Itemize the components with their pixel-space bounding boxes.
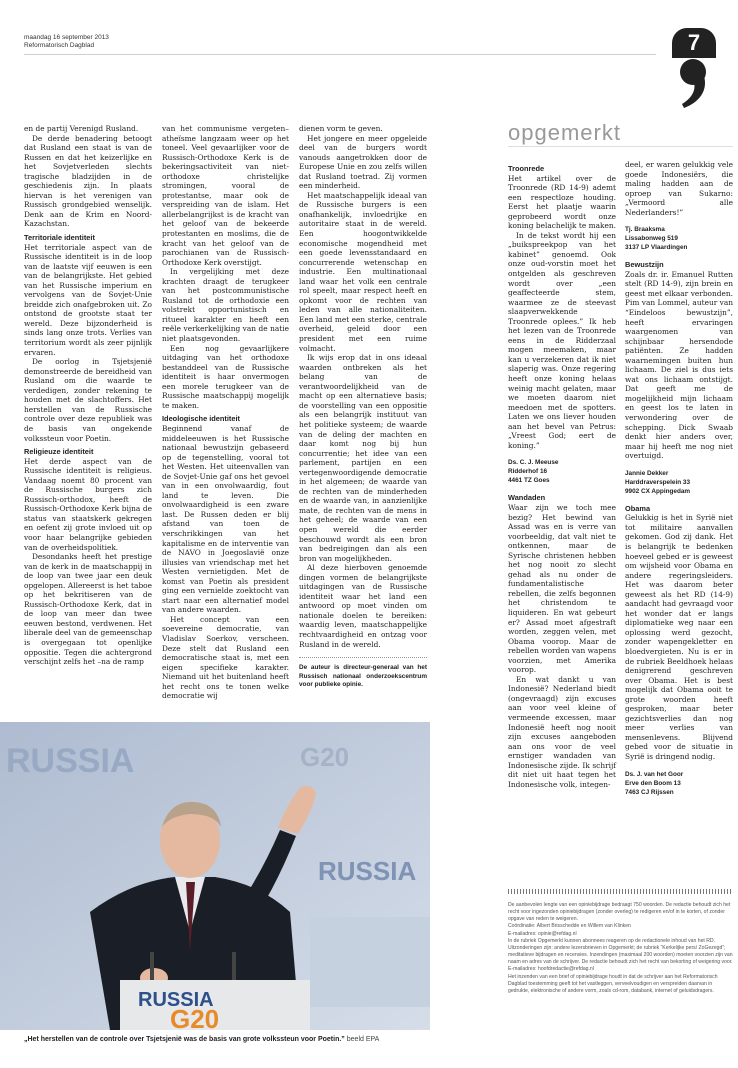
signature-street: Erve den Boom 13 <box>625 779 681 787</box>
subheading: Religieuze identiteit <box>24 447 94 457</box>
letter-heading: Wandaden <box>508 493 546 503</box>
signature-city: 3137 LP Vlaardingen <box>625 244 688 252</box>
backdrop-russia-text: RUSSIA <box>6 742 135 780</box>
paragraph: Zoals dr. ir. Emanuel Rutten stelt (RD 14-9), zijn brein en geest met elkaar verbonden. Pim van Lommel, auteur van “Eindeloos bewustzijn”, heeft ervaringen waargenomen van schijnbaar hersendode patiënten. Ze hadden waarnemingen buiten hun lichaam. De ziel is dus iets wat ons lichaam ontstijgt. Dat geeft me de mogelijkheid mijn lichaam en geest los te laten in verwondering over de schepping. Dick Swaab denkt hier anders over, maar hij heeft me nog niet overtuigd. <box>625 269 733 461</box>
letter-signature <box>625 770 733 797</box>
page-header <box>24 34 109 50</box>
letter-heading: Obama <box>625 503 651 513</box>
paragraph: Het territoriale aspect van de Russische identiteit is in de loop van de laatste vijf eeuwen is een van de belangrijkste. Het gebied van het Russische imperium en vervolgens van de Sovjet-Unie breidde zich onafgebroken uit. Zo ontstond de grootste staat ter wereld. Deze bijzonderheid is sinds lang onze trots. Verlies van territorium wordt als zeer pijnlijk ervaren. <box>24 242 152 357</box>
author-note: De auteur is directeur-generaal van het Russisch nationaal onderzoekscentrum voor publieke opinie. <box>299 657 427 690</box>
paragraph: Al deze hierboven genoemde dingen vormen de belangrijkste uitdagingen van de Russische identiteit waar het land een antwoord op moet vinden om nationale doelen te bereiken: waardig leven, maatschappelijke rechtvaardigheid en ontzag voor Rusland in de wereld. <box>299 563 427 649</box>
signature-street: Ridderhof 16 <box>508 468 548 476</box>
article-column-3 <box>299 124 427 690</box>
fineprint-text: Het inzenden van een brief of opiniebijdrage houdt in dat de schrijver aan het Reformatorisch Dagblad toestemming geeft tot het vastleggen, verveelvoudigen en verspreiden daarvan in gedrukte, elektronische of andere vorm, zoals cd-rom, databank, internet of geluidsdragers. <box>508 973 718 994</box>
paragraph: Het derde aspect van de Russische identiteit is religieus. Vandaag noemt 80 procent van de Russische burgers zich Russisch-orthodox, heeft de Russisch-Orthodoxe Kerk bijna de status van staatskerk gekregen en oefent zij grote invloed uit op voor haar belangrijke gebieden van de overheidspolitiek. <box>24 456 152 552</box>
caption-text: „Het herstellen van de controle over Tsjetsjenië was de basis van grote volkssteun voor Poetin.” <box>24 1036 345 1043</box>
fineprint-box <box>508 902 733 995</box>
fineprint-text: De aanbevolen lengte van een opiniebijdrage bedraagt 750 woorden. De redactie behoudt zich het recht voor ingezonden opiniebijdragen (zonder overleg) te redigeren en/of in te korten, of zonder opgave van reden te weigeren. <box>508 902 731 923</box>
header-paper: Reformatorisch Dagblad <box>24 42 95 49</box>
paragraph: In de tekst wordt hij een „buikspreekpop van het kabinet” genoemd. Ook onze oud-vorstin moet het ontgelden als geschreven wordt over „een geaffecteerde stem, waarmee ze de steevast slaapverwekkende Troonrede oplees.” Ik heb het lezen van de Troonrede eens in de Ridderzaal mogen meemaken, maar kan u verzekeren dat ik niet slaperig was. Onze regering heeft onze koning helaas weinig macht gelaten, maar we moeten daarom niet meedoen met de spotters. Laten we ons liever houden aan het bevel van Petrus: „Vreest God; eert de koning.” <box>508 230 616 450</box>
signature-name: Ds. C. J. Meeuse <box>508 459 559 467</box>
putin-g20-photo <box>0 722 430 1030</box>
article-column-2 <box>162 124 289 701</box>
paragraph: Ik wijs erop dat in ons ideaal waarden ontbreken als het belang van de verantwoordelijkheid van de macht op een alternatieve basis; de voorstelling van een oppositie als een belangrijk instituut van het politieke systeem; de waarde van de deling der machten en daar komt nog bij hun concurrentie; het idee van een parlement, partijen en een vertegenwoordigende democratie in het algemeen; de waarde van de rechten van de minderheden en de waarde van, in aanzienlijke mate, de rechten van de mens in het geheel; de waarde van een open wereld die eerder beschouwd wordt als een bron van bedreigingen dan als een bron van mogelijkheden. <box>299 353 427 563</box>
letters-column-1 <box>508 160 616 789</box>
letter-signature <box>625 469 733 496</box>
paragraph: deel, er waren gelukkig vele goede Indonesiërs, die maling hadden aan de oproep van Sukarno: „Vermoord alle Nederlanders!” <box>625 160 733 217</box>
photo-caption <box>24 1036 430 1043</box>
letters-column-2 <box>625 160 733 797</box>
paragraph: Het jongere en meer opgeleide deel van de burgers wordt vanouds aangetrokken door de Europese Unie en zou zelfs willen dat Rusland toetrad. Zij vormen een minderheid. <box>299 133 427 191</box>
signature-street: Lissabonweg 519 <box>625 235 678 243</box>
paragraph: De oorlog in Tsjetsjenië demonstreerde de bereidheid van Rusland om die waarde te verdedigen, zonder rekening te houden met de slachtoffers. Het herstellen van de Russische controle over deze republiek was de basis van ongekende volkssteun voor Poetin. <box>24 357 152 443</box>
photo-credit: beeld EPA <box>346 1036 380 1043</box>
podium-g20-text: G20 <box>170 1004 220 1030</box>
paragraph: Beginnend vanaf de middeleeuwen is het Russische nationaal bewustzijn gebaseerd op de tegenstelling, vooral tot het Westen. Het uiteenvallen van de Sovjet-Unie gaf ons het gevoel van in een onvolwaardig, fout land te leven. Die onvolwaardigheid is een zware last. De Russen deden er blij afstand van toen de verschrikkingen van het kapitalisme en de interventie van de NAVO in Joegoslavië onze illusies van vriendschap met het Westen vernietigden. Met de komst van Poetin als president ging een vernielde zoektocht van start naar een alternatief model van andere waarden. <box>162 423 289 615</box>
paragraph: dienen vorm te geven. <box>299 124 383 133</box>
news-photo <box>0 722 430 1030</box>
paragraph: Gelukkig is het in Syrië niet tot militaire aanvallen gekomen. God zij dank. Het is belangrijk te bedenken hoeveel gebed er is geweest om wijsheid voor Obama en andere regeringsleiders. Het was daarom beter geweest als het RD (14-9) aandacht had gevraagd voor het wonder dat er langs diplomatieke weg naar een oplossing werd gezocht, zonder wapengekletter en bloedvergieten. Nu is er in de rubriek Beeldhoek helaas denigrerend geschreven over Obama. Het is best mogelijk dat Obama ooit te grote woorden heeft gesproken, maar beter gezichtsverlies dan nog meer verlies van mensenlevens. Blijvend gebed voor de situatie in Syrië is dringend nodig. <box>625 513 733 761</box>
paragraph: Desondanks heeft het prestige van de kerk in de maatschappij in de loop van twee jaar een deuk opgelopen. Allereerst is het taboe op het bekritiseren van de Russisch-Orthodoxe Kerk, dat in de loop van meer dan twee eeuwen bestond, verdwenen. Het liberale deel van de gemeenschap is overgegaan tot openlijke oppositie. Tegen die achtergrond verschijnt zelfs het –na de ramp <box>24 552 152 667</box>
fineprint-email: E-mailadres: hoofdredactie@refdag.nl <box>508 966 594 973</box>
fineprint-email: E-mailadres: opinie@refdag.nl <box>508 930 577 937</box>
paragraph: En wat dankt u van Indonesië? Nederland biedt (ongevraagd) zijn excuses aan voor veel kleine of vermeende excessen, maar Indonesië heeft nog nooit zijn excuses aangeboden aan ons voor de veel ernstiger wandaden van Indonesische zijde. Ik schrijf dit niet uit haat tegen het Indonesische volk, integen- <box>508 674 616 789</box>
paragraph: van het communisme vergeten– atheïsme langzaam weer op het toneel. Veel gevaarlijker voor de Russisch-Orthodoxe Kerk is de bekeringsactiviteit van niet-orthodoxe christelijke stromingen, vooral de protestantse, maar ook de verspreiding van de islam. Het allerbelangrijkst is de kracht van het geloof van de bekeerde protestanten en moslims, die de kracht van het geloof van de parochianen van de Russisch-Orthodoxe Kerk overstijgt. <box>162 124 289 267</box>
article-column-1 <box>24 124 152 667</box>
letter-heading: Troonrede <box>508 164 545 173</box>
signature-city: 9902 CX Appingedam <box>625 487 691 495</box>
page-number: 7 <box>672 28 716 58</box>
paragraph: In vergelijking met deze krachten draagt de terugkeer van het postcommunistische Rusland tot de orthodoxie een volstrekt opportunistisch en ritueel karakter en heeft een reële verkerkelijking van de natie niet plaatsgevonden. <box>162 267 289 344</box>
subheading: Territoriale identiteit <box>24 233 95 243</box>
section-title: opgemerkt <box>508 120 621 145</box>
paragraph: en de partij Verenigd Rusland. <box>24 124 139 133</box>
signature-name: Jannie Dekker <box>625 469 669 477</box>
letter-signature <box>625 225 733 252</box>
letter-heading: Bewustzijn <box>625 260 664 270</box>
section-rule <box>508 146 733 147</box>
signature-city: 4461 TZ Goes <box>508 477 550 485</box>
signature-name: Tj. Braaksma <box>625 226 665 234</box>
signature-street: Harddraverspelein 33 <box>625 478 691 486</box>
fineprint-text: In de rubriek Opgemerkt kunnen abonnees reageren op de redactionele inhoud van het RD. Uitzonderingen zijn: andere lezersbrieven in Opgemerkt; de rubriek “Kerkelijke pers/ ZoGezegd”; meditatieve bijdragen en recensies. Inzendingen (maximaal 200 woorden) moeten voorzien zijn van naam en adres van de schrijver. De redactie behoudt zich het recht van bekorting of weigering voor. <box>508 937 733 966</box>
comma-logo-icon <box>674 58 712 110</box>
subheading: Ideologische identiteit <box>162 414 241 424</box>
signature-city: 7463 CJ Rijssen <box>625 788 674 796</box>
paragraph: Waar zijn we toch mee bezig? Het bewind van Assad was en is verre van voorbeeldig, dat valt niet te ontkennen, maar de Syrische christenen hebben het nog nooit zo slecht gehad als nu onder de fundamentalistische rebellen, die zelfs begonnen het christendom te liquideren. En wat gebeurt er? Assad moet afgestraft worden, zeggen velen, met Obama voorop. Maar de rebellen worden van wapens voorzien, met Amerika voorop. <box>508 502 616 675</box>
paragraph: De derde benadering betoogt dat Rusland een staat is van de Russen en dat het keizerlijke en het Sovjetverleden slechts tragische bladzijden in de geschiedenis zijn. In plaats hiervan is het verenigen van Russisch grondgebied wenselijk. Denk aan de Krim en Noord-Kazachstan. <box>24 133 152 229</box>
backdrop-g20-text: G20 <box>300 742 350 772</box>
signature-name: Ds. J. van het Goor <box>625 770 684 778</box>
paragraph: Het maatschappelijk ideaal van de Russische burgers is een onafhankelijk, invloedrijke en autoritaire staat in de wereld. Een hoogontwikkelde economische mogendheid met een goede levensstandaard en concurrerende wetenschap en industrie. Een multinationaal land waar het volk een centrale rol speelt, maar respect heeft en opkomt voor de rechten van leden van alle nationaliteiten. Een land met een sterke, centrale overheid, geleid door een president met een ruime volmacht. <box>299 190 427 353</box>
paragraph: Een nog gevaarlijkere uitdaging van het orthodoxe bestanddeel van de Russische identiteit is haar onvermogen een morele terugkeer van de Russische maatschappij mogelijk te maken. <box>162 343 289 410</box>
paragraph: Het concept van een soevereine democratie, van Vladislav Soerkov, verscheen. Deze stelt dat Rusland een democratische staat is, met een eigen specifieke karakter. Niemand uit het buitenland heeft het recht ons te tonen welke democratie wij <box>162 614 289 701</box>
paragraph: Het artikel over de Troonrede (RD 14-9) ademt een respectloze houding. Eerst het plaatje waarin geprobeerd wordt onze koning belachelijk te maken. <box>508 173 616 231</box>
fineprint-text: Coördinatie: Albert Brisschedde en Willem van Klinken <box>508 923 631 930</box>
header-rule <box>24 54 656 55</box>
header-date: maandag 16 september 2013 <box>24 34 109 41</box>
fineprint-rule <box>508 889 733 894</box>
letter-signature <box>508 458 616 485</box>
backdrop-russia-text-2: RUSSIA <box>318 856 417 886</box>
podium-russia-text: RUSSIA <box>138 989 214 1011</box>
